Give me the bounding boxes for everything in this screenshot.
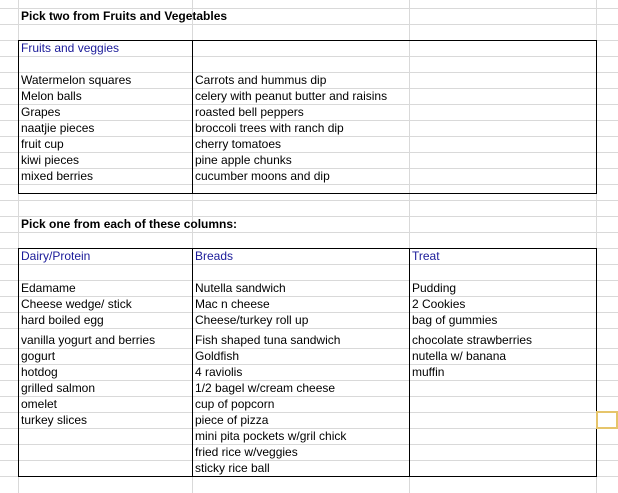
veggie-item[interactable]: cherry tomatoes	[195, 137, 282, 151]
bread-item[interactable]: Cheese/turkey roll up	[195, 313, 309, 327]
dairy-item[interactable]: gogurt	[21, 349, 56, 363]
treat-item[interactable]: muffin	[412, 365, 445, 379]
bread-item[interactable]: Goldfish	[195, 349, 240, 363]
dairy-item[interactable]: hard boiled egg	[21, 313, 104, 327]
treat-item[interactable]: chocolate strawberries	[412, 333, 533, 347]
treat-item[interactable]: nutella w/ banana	[412, 349, 507, 363]
gridline	[0, 232, 618, 233]
bread-item[interactable]: Fish shaped tuna sandwich	[195, 333, 341, 347]
dairy-item[interactable]: Edamame	[21, 281, 76, 295]
bread-item[interactable]: sticky rice ball	[195, 461, 270, 475]
bread-item[interactable]: cup of popcorn	[195, 397, 275, 411]
table-column-divider	[192, 40, 193, 194]
gridline	[0, 24, 618, 25]
dairy-item[interactable]: turkey slices	[21, 413, 88, 427]
bread-item[interactable]: fried rice w/veggies	[195, 445, 298, 459]
fruit-item[interactable]: mixed berries	[21, 169, 94, 183]
dairy-protein-header[interactable]: Dairy/Protein	[21, 249, 91, 263]
fruit-item[interactable]: naatjie pieces	[21, 121, 95, 135]
dairy-item[interactable]: omelet	[21, 397, 58, 411]
fruit-item[interactable]: kiwi pieces	[21, 153, 80, 167]
veggie-item[interactable]: pine apple chunks	[195, 153, 292, 167]
bread-item[interactable]: Nutella sandwich	[195, 281, 286, 295]
veggie-item[interactable]: Carrots and hummus dip	[195, 73, 327, 87]
gridline	[0, 200, 618, 201]
veggie-item[interactable]: broccoli trees with ranch dip	[195, 121, 344, 135]
treat-header[interactable]: Treat	[412, 249, 440, 263]
bread-item[interactable]: 1/2 bagel w/cream cheese	[195, 381, 336, 395]
section1-title: Pick two from Fruits and Vegetables	[21, 9, 228, 23]
bread-item[interactable]: Mac n cheese	[195, 297, 270, 311]
fruit-item[interactable]: Watermelon squares	[21, 73, 132, 87]
bread-item[interactable]: piece of pizza	[195, 413, 269, 427]
selected-cell-highlight[interactable]	[596, 411, 618, 429]
table-column-divider	[409, 248, 410, 477]
section2-title: Pick one from each of these columns:	[21, 217, 238, 231]
treat-item[interactable]: 2 Cookies	[412, 297, 466, 311]
dairy-item[interactable]: hotdog	[21, 365, 58, 379]
treat-item[interactable]: bag of gummies	[412, 313, 498, 327]
veggie-item[interactable]: roasted bell peppers	[195, 105, 304, 119]
dairy-item[interactable]: Cheese wedge/ stick	[21, 297, 132, 311]
treat-item[interactable]: Pudding	[412, 281, 457, 295]
dairy-item[interactable]: vanilla yogurt and berries	[21, 333, 156, 347]
fruit-item[interactable]: Melon balls	[21, 89, 82, 103]
dairy-item[interactable]: grilled salmon	[21, 381, 96, 395]
fruit-item[interactable]: Grapes	[21, 105, 61, 119]
breads-header[interactable]: Breads	[195, 249, 234, 263]
veggie-item[interactable]: cucumber moons and dip	[195, 169, 330, 183]
bread-item[interactable]: 4 raviolis	[195, 365, 243, 379]
veggie-item[interactable]: celery with peanut butter and raisins	[195, 89, 388, 103]
bread-item[interactable]: mini pita pockets w/gril chick	[195, 429, 347, 443]
fruit-item[interactable]: fruit cup	[21, 137, 64, 151]
table-column-divider	[192, 248, 193, 477]
fruits-veggies-header[interactable]: Fruits and veggies	[21, 41, 120, 55]
